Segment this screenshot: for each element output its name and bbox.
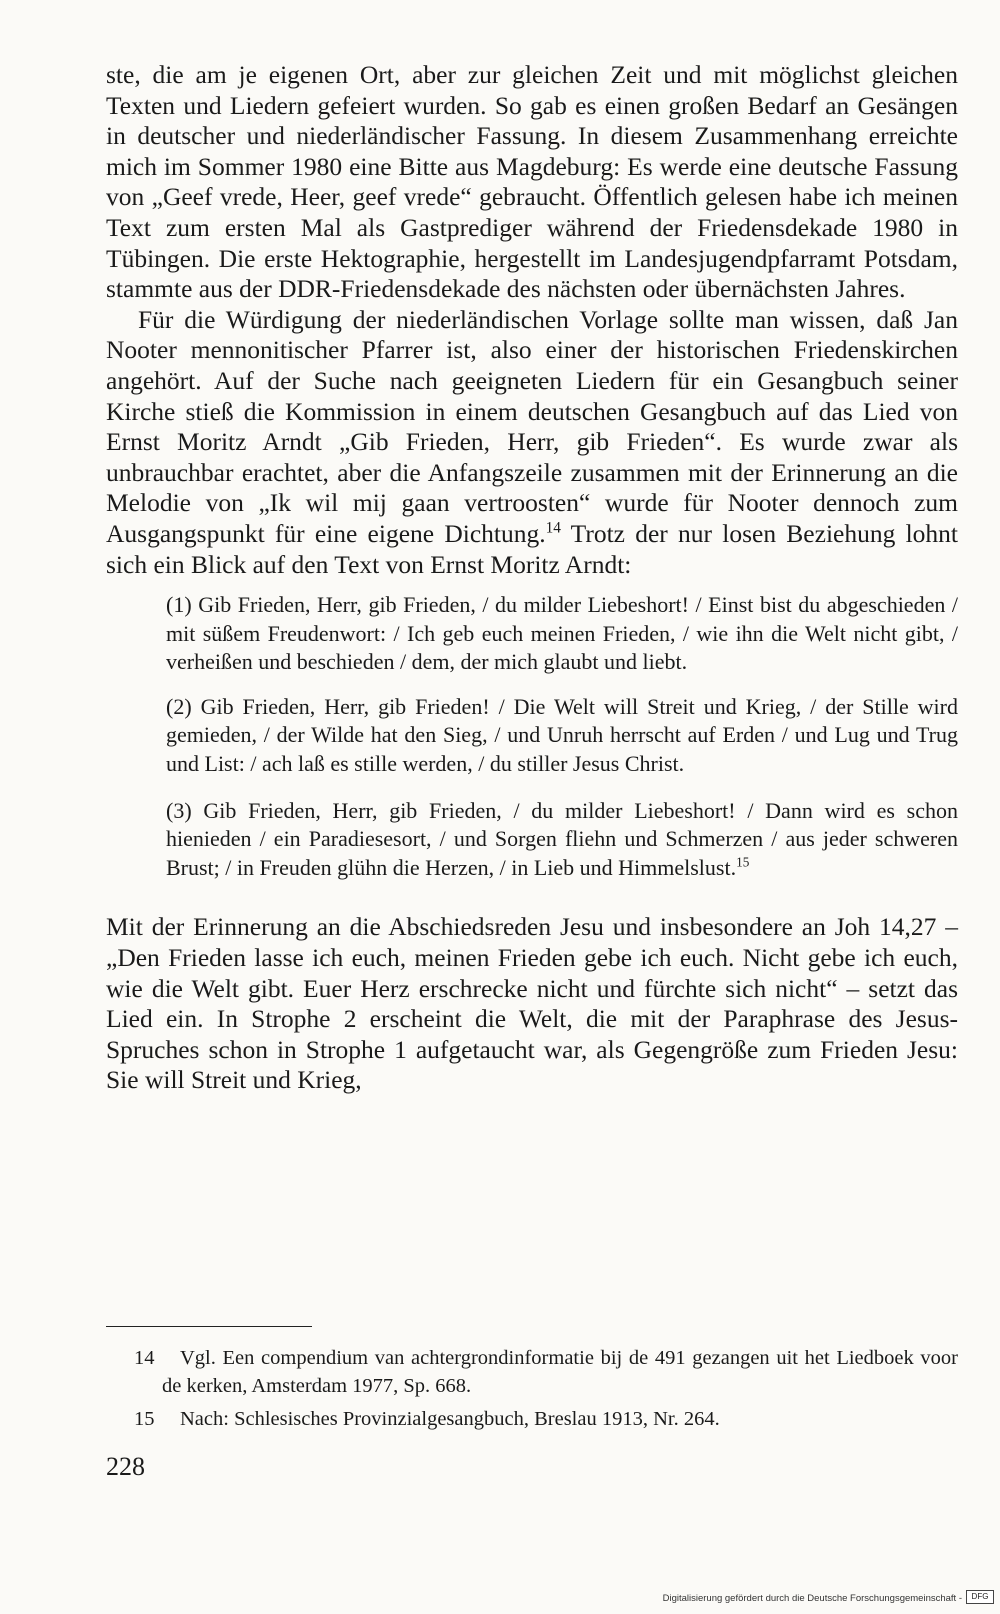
verse-3-text: (3) Gib Frieden, Herr, gib Frieden, / du milder Liebeshort! / Dann wird es schon hienieden / ein Paradiesesort, / und Sorgen fliehn und Schmerzen / aus jeder schweren Brust; / in Freuden glühn die Herzen, / in Lieb und Himmelslust. — [166, 797, 958, 880]
verse-1: (1) Gib Frieden, Herr, gib Frieden, / du milder Liebeshort! / Einst bist du abgeschieden / mit süßem Freudenwort: / Ich geb euch meinen Frieden, / wie ihn die Welt nicht gibt, / verheißen und beschieden / dem, der mich glaubt und liebt. — [166, 592, 958, 675]
footnote-ref-15: 15 — [736, 854, 750, 870]
dfg-logo-icon: DFG — [966, 1590, 994, 1604]
digitization-credit: Digitalisierung gefördert durch die Deutsche Forschungsgemeinschaft - — [662, 1593, 962, 1604]
footnote-text: Vgl. Een compendium van achtergrondinformatie bij de 491 gezangen uit het Liedboek voor de kerken, Amsterdam 1977, Sp. 668. — [162, 1347, 958, 1397]
footnote-rule — [106, 1326, 312, 1327]
footnote-number: 14 — [134, 1347, 155, 1369]
page-number: 228 — [106, 1452, 145, 1481]
verse-3 — [166, 797, 958, 883]
paragraph-2-text-a: Für die Würdigung der niederländischen Vorlage sollte man wissen, daß Jan Nooter mennonitischer Pfarrer ist, also einer der historischen Friedenskirchen angehört. Auf der Suche nach geeigneten Liedern für ein Gesangbuch seiner Kirche stieß die Kommission in einem deutschen Gesangbuch auf das Lied von Ernst Moritz Arndt „Gib Frieden, Herr, gib Frieden“. Es wurde zwar als unbrauchbar erachtet, aber die Anfangszeile zusammen mit der Erinnerung an die Melodie von „Ik wil mij gaan vertroosten“ wurde für Nooter dennoch zum Ausgangspunkt für eine eigene Dichtung. — [106, 304, 958, 548]
footnote-15 — [106, 1405, 958, 1433]
footnote-text: Nach: Schlesisches Provinzialgesangbuch, Breslau 1913, Nr. 264. — [180, 1408, 720, 1430]
paragraph-2 — [106, 305, 958, 580]
footnote-number: 15 — [134, 1408, 155, 1430]
paragraph-3: Mit der Erinnerung an die Abschiedsreden Jesu und insbesondere an Joh 14,27 – „Den Frieden lasse ich euch, meinen Frieden gebe ich euch. Nicht gebe ich euch, wie die Welt gibt. Euer Herz erschrecke nicht und fürchte sich nicht“ – setzt das Lied ein. In Strophe 2 erscheint die Welt, die mit der Paraphrase des Jesus-Spruches schon in Strophe 1 aufgetaucht war, als Gegengröße zum Frieden Jesu: Sie will Streit und Krieg, — [106, 912, 958, 1095]
verse-2: (2) Gib Frieden, Herr, gib Frieden! / Die Welt will Streit und Krieg, / der Stille wird gemieden, / der Wilde hat den Sieg, / und Unruh herrscht auf Erden / und Lug und Trug und List: / ach laß es stille werden, / du stiller Jesus Christ. — [166, 693, 958, 777]
footnote-ref-14: 14 — [545, 519, 561, 537]
footnote-14 — [106, 1344, 958, 1400]
footnotes — [106, 1344, 958, 1438]
paragraph-2-text-b: Trotz der nur losen Beziehung lohnt sich ein Blick auf den Text von Ernst Moritz Arndt: — [106, 518, 958, 579]
paragraph-1: ste, die am je eigenen Ort, aber zur gleichen Zeit und mit möglichst gleichen Texten und Liedern gefeiert wurden. So gab es einen großen Bedarf an Gesängen in deutscher und niederländischer Fassung. In diesem Zusammenhang erreichte mich im Sommer 1980 eine Bitte aus Magdeburg: Es werde eine deutsche Fassung von „Geef vrede, Heer, geef vrede“ gebraucht. Öffentlich gelesen habe ich meinen Text zum ersten Mal als Gastprediger während der Friedensdekade 1980 in Tübingen. Die erste Hektographie, hergestellt im Landesjugendpfarramt Potsdam, stammte aus der DDR-Friedensdekade des nächsten oder übernächsten Jahres. — [106, 60, 958, 304]
main-text — [106, 60, 958, 1096]
